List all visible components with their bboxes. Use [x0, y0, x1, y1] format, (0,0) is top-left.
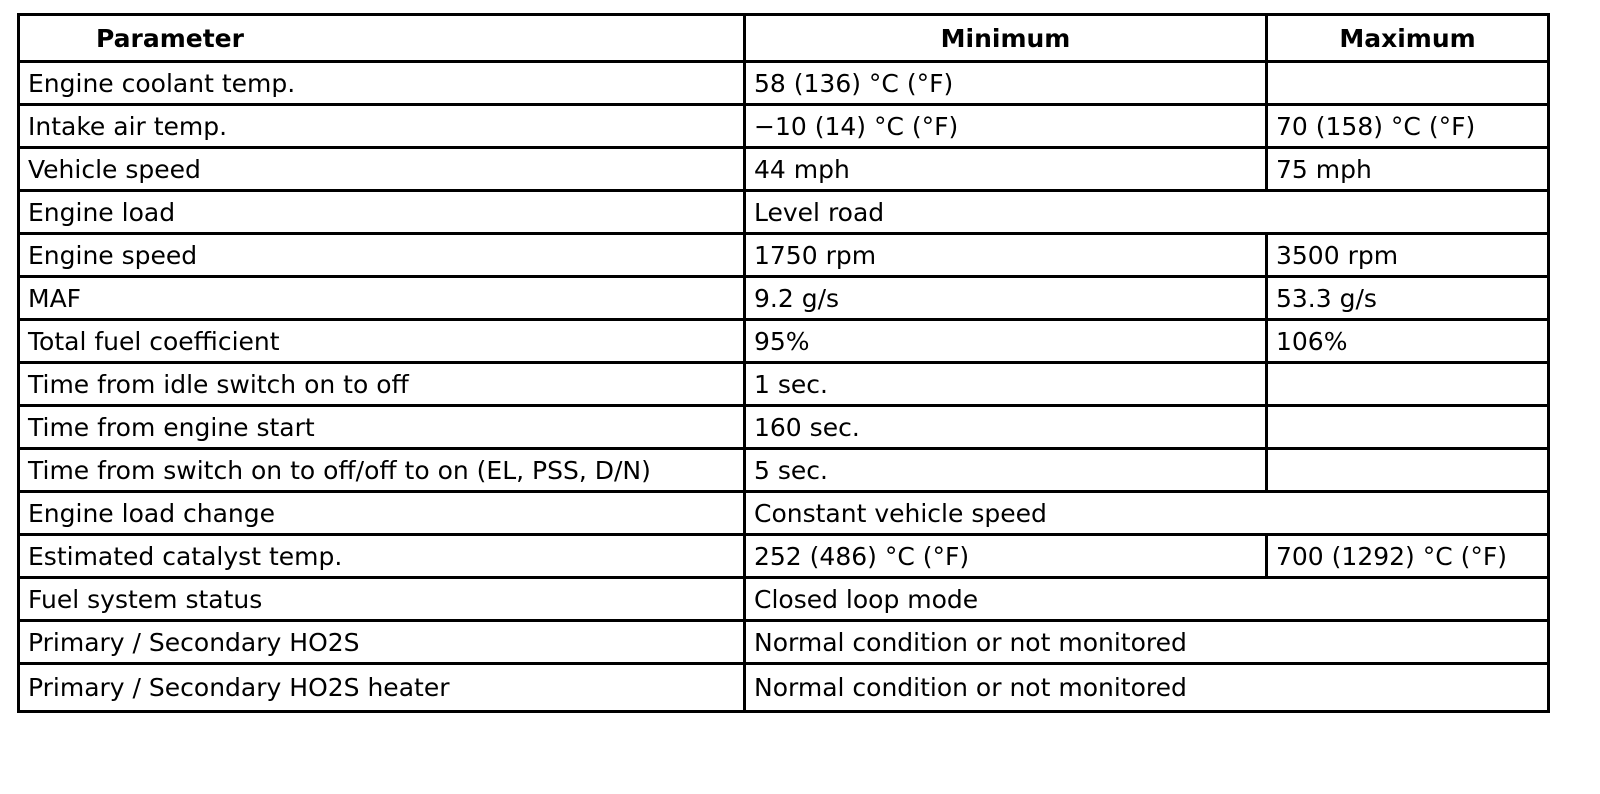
parameter-cell: Primary / Secondary HO2S heater	[19, 664, 745, 712]
condition-cell: Normal condition or not monitored	[745, 664, 1549, 712]
parameter-cell: Primary / Secondary HO2S	[19, 621, 745, 664]
minimum-cell: 5 sec.	[745, 449, 1267, 492]
maximum-cell: 70 (158) °C (°F)	[1267, 105, 1549, 148]
condition-cell: Level road	[745, 191, 1549, 234]
maximum-cell	[1267, 406, 1549, 449]
parameter-cell: Engine speed	[19, 234, 745, 277]
table-row	[19, 535, 1549, 578]
table-row	[19, 148, 1549, 191]
minimum-cell: 160 sec.	[745, 406, 1267, 449]
table-row	[19, 363, 1549, 406]
table-row	[19, 449, 1549, 492]
header-row	[19, 15, 1549, 62]
maximum-cell: 75 mph	[1267, 148, 1549, 191]
minimum-cell: 9.2 g/s	[745, 277, 1267, 320]
table-row	[19, 492, 1549, 535]
parameter-cell: Total fuel coefficient	[19, 320, 745, 363]
minimum-cell: 252 (486) °C (°F)	[745, 535, 1267, 578]
parameter-cell: Engine load change	[19, 492, 745, 535]
condition-cell: Closed loop mode	[745, 578, 1549, 621]
table-row	[19, 234, 1549, 277]
parameter-cell: Engine load	[19, 191, 745, 234]
parameter-cell: Estimated catalyst temp.	[19, 535, 745, 578]
parameter-cell: Time from engine start	[19, 406, 745, 449]
table-row	[19, 578, 1549, 621]
parameter-cell: Engine coolant temp.	[19, 62, 745, 105]
parameter-table	[17, 13, 1550, 713]
table-row	[19, 320, 1549, 363]
table-row	[19, 105, 1549, 148]
maximum-cell	[1267, 363, 1549, 406]
header-maximum: Maximum	[1267, 15, 1549, 62]
maximum-cell: 106%	[1267, 320, 1549, 363]
minimum-cell: −10 (14) °C (°F)	[745, 105, 1267, 148]
header-parameter: Parameter	[19, 15, 745, 62]
parameter-cell: Vehicle speed	[19, 148, 745, 191]
header-minimum: Minimum	[745, 15, 1267, 62]
minimum-cell: 58 (136) °C (°F)	[745, 62, 1267, 105]
minimum-cell: 95%	[745, 320, 1267, 363]
minimum-cell: 1750 rpm	[745, 234, 1267, 277]
table-row	[19, 406, 1549, 449]
parameter-cell: Intake air temp.	[19, 105, 745, 148]
minimum-cell: 1 sec.	[745, 363, 1267, 406]
parameter-cell: Fuel system status	[19, 578, 745, 621]
parameter-cell: MAF	[19, 277, 745, 320]
minimum-cell: 44 mph	[745, 148, 1267, 191]
maximum-cell: 700 (1292) °C (°F)	[1267, 535, 1549, 578]
table-row	[19, 621, 1549, 664]
table-row	[19, 62, 1549, 105]
condition-cell: Normal condition or not monitored	[745, 621, 1549, 664]
maximum-cell: 53.3 g/s	[1267, 277, 1549, 320]
maximum-cell	[1267, 449, 1549, 492]
parameter-cell: Time from idle switch on to off	[19, 363, 745, 406]
condition-cell: Constant vehicle speed	[745, 492, 1549, 535]
parameter-cell: Time from switch on to off/off to on (EL, PSS, D/N)	[19, 449, 745, 492]
maximum-cell	[1267, 62, 1549, 105]
table-row	[19, 277, 1549, 320]
table-row	[19, 191, 1549, 234]
table-row	[19, 664, 1549, 712]
maximum-cell: 3500 rpm	[1267, 234, 1549, 277]
